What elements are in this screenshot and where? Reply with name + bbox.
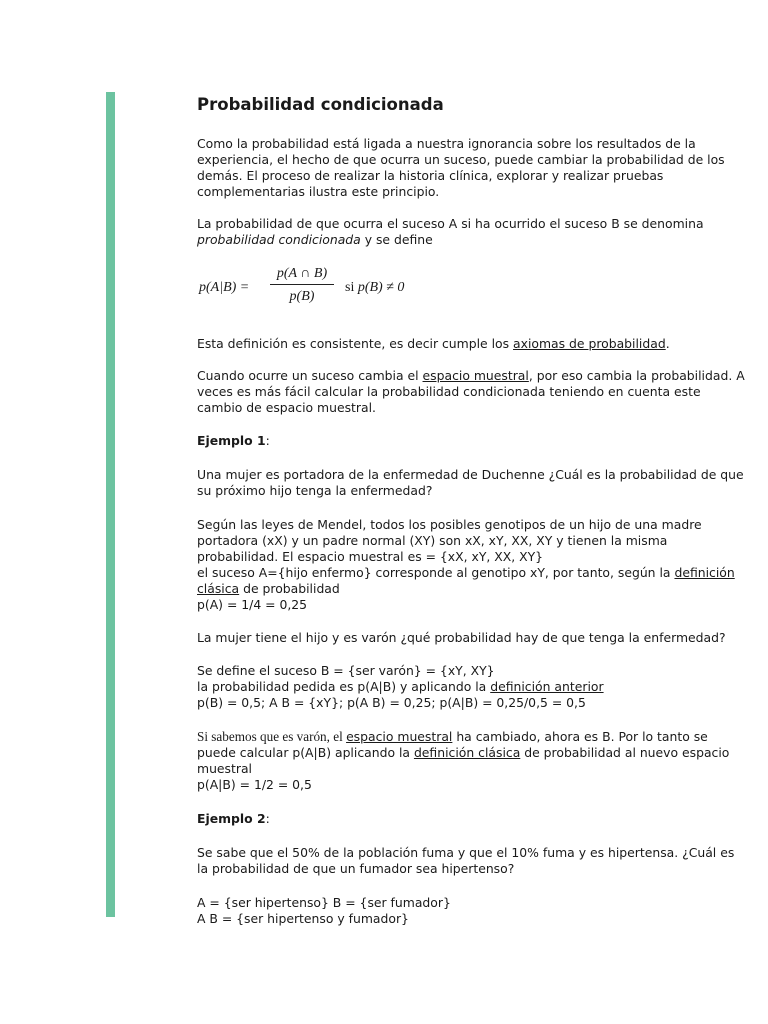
formula-condition-si: si — [345, 280, 358, 295]
required-prob-text: la probabilidad pedida es p(A|B) y aplicando la — [197, 679, 491, 694]
page-title: Probabilidad condicionada — [197, 95, 444, 114]
suceso-a-text-post: de probabilidad — [239, 581, 340, 596]
example1-heading-text: Ejemplo 1 — [197, 433, 266, 448]
example2-sets — [197, 895, 745, 927]
consistency-text: Esta definición es consistente, es decir cumple los — [197, 336, 514, 351]
definicion-clasica-link[interactable]: definición clásica — [197, 565, 735, 596]
definition-text-post: y se define — [360, 232, 433, 247]
pab-result: p(A|B) = 1/2 = 0,5 — [197, 777, 312, 792]
define-b-text: Se define el suceso B = {ser varón} = {xY, XY} — [197, 663, 495, 678]
varon-text-mid: ha cambiado, ahora es B. Por lo tanto se puede calcular p(A|B) aplicando la — [197, 729, 708, 760]
example1-heading — [197, 433, 745, 449]
example2-question: Se sabe que el 50% de la población fuma y que el 10% fuma y es hipertensa. ¿Cuál es la probabilidad de que un fumador sea hipertenso? — [197, 845, 735, 876]
example1-mendel-paragraph — [197, 517, 745, 613]
consistency-period: . — [665, 336, 670, 351]
sample-space-text-pre: Cuando ocurre un suceso cambia el — [197, 368, 423, 383]
intro-paragraph: Como la probabilidad está ligada a nuestra ignorancia sobre los resultados de la experiencia, el hecho de que ocurra un suceso, puede cambiar la probabilidad de los demás. El proceso de realizar la historia clínica, explorar y realizar pruebas complementarias ilustra este principio. — [197, 136, 725, 199]
formula-fraction — [277, 266, 327, 305]
formula-numerator: p(A ∩ B) — [270, 266, 334, 285]
sample-space-text-post: , por eso cambia la probabilidad. A veces es más fácil calcular la probabilidad condicionada teniendo en cuenta este cambio de espacio muestral. — [197, 368, 745, 415]
example1-question: Una mujer es portadora de la enfermedad de Duchenne ¿Cuál es la probabilidad de que su próximo hijo tenga la enfermedad? — [197, 467, 744, 498]
suceso-a-text: el suceso A={hijo enfermo} corresponde al genotipo xY, por tanto, según la — [197, 565, 675, 580]
sample-space-paragraph — [197, 368, 745, 416]
mendel-text: Según las leyes de Mendel, todos los posibles genotipos de un hijo de una madre portadora (xX) y un padre normal (XY) son xX, xY, XX, XY y tienen la misma probabilidad. El espacio muestral es = {xX, xY, XX, XY} — [197, 517, 702, 564]
intersection-line: A B = {ser hipertenso y fumador} — [197, 911, 409, 926]
definition-text-pre: La probabilidad de que ocurra el suceso A si ha ocurrido el suceso B se denomina — [197, 216, 704, 231]
example1-varon-paragraph — [197, 729, 745, 793]
formula-condition-expr: p(B) ≠ 0 — [357, 280, 405, 295]
axiomas-link[interactable]: axiomas de probabilidad — [513, 336, 666, 351]
espacio-muestral-link[interactable]: espacio muestral — [422, 368, 529, 383]
sets-line: A = {ser hipertenso} B = {ser fumador} — [197, 895, 451, 910]
formula-condition — [345, 280, 404, 296]
conditional-probability-formula — [197, 266, 745, 316]
varon-text-serif: Si sabemos que es varón, el — [197, 729, 347, 744]
formula-denominator: p(B) — [289, 289, 315, 304]
example2-heading-colon: : — [265, 811, 270, 826]
example2-heading-text: Ejemplo 2 — [197, 811, 266, 826]
formula-lhs: p(A|B) = — [199, 280, 250, 295]
example1-heading-colon: : — [265, 433, 270, 448]
document-content — [197, 92, 745, 927]
varon-text-post: de probabilidad al nuevo espacio muestral — [197, 745, 730, 776]
definicion-clasica-link-2[interactable]: definición clásica — [413, 745, 521, 760]
pa-result: p(A) = 1/4 = 0,25 — [197, 597, 308, 612]
accent-bar — [106, 92, 115, 917]
calc-line: p(B) = 0,5; A B = {xY}; p(A B) = 0,25; p(A|B) = 0,25/0,5 = 0,5 — [197, 695, 586, 710]
espacio-muestral-link-2[interactable]: espacio muestral — [346, 729, 453, 744]
consistency-paragraph — [197, 336, 745, 352]
example1-question2: La mujer tiene el hijo y es varón ¿qué probabilidad hay de que tenga la enfermedad? — [197, 630, 726, 645]
definicion-anterior-link[interactable]: definición anterior — [490, 679, 604, 694]
definition-term: probabilidad condicionada — [197, 232, 361, 247]
example1-calculation — [197, 663, 745, 711]
definition-paragraph — [197, 216, 745, 248]
example2-heading — [197, 811, 745, 827]
